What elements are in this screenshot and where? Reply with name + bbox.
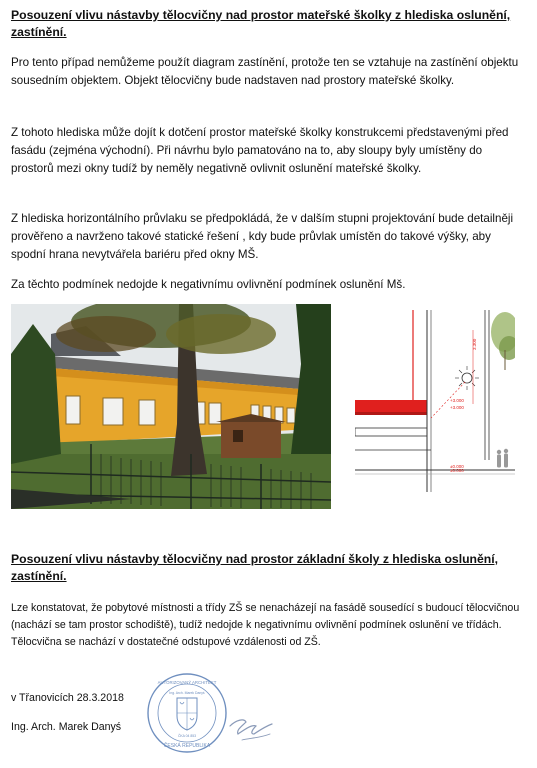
level-label-3: ±0.000 bbox=[450, 464, 464, 469]
section1-paragraph-3: Z hlediska horizontálního průvlaku se předpokládá, že v dalším stupni projektování bude detailněji prověřeno a navrženo takové statické řešení , kdy bude průvlak umístěn do takové výšky, aby spodní hrana nevytvářela bariéru před okny MŠ. bbox=[11, 212, 514, 261]
level-label-4: ±0.000 bbox=[450, 468, 464, 473]
section-drawing bbox=[355, 310, 515, 492]
section1-paragraph-4: Za těchto podmínek nedojde k negativnímu ovlivnění podmínek oslunění Mš. bbox=[11, 278, 406, 291]
section1-paragraph-2: Z tohoto hlediska může dojít k dotčení prostor mateřské školky konstrukcemi představenými před fasádu (zejména východní). Při návrhu bylo pamatováno na to, aby sloupy byly umístěny do prostorů mezi okny tudíž by neměly negativně ovlivnit oslunění mateřské školky. bbox=[11, 126, 509, 175]
svg-text:ČKA 04 853: ČKA 04 853 bbox=[177, 734, 197, 738]
authorization-stamp bbox=[146, 672, 228, 754]
section1-heading: Posouzení vlivu nástavby tělocvičny nad prostor mateřské školky z hlediska oslunění, zastínění. bbox=[11, 8, 511, 39]
section1-paragraph-1: Pro tento případ nemůžeme použít diagram zastínění, protože ten se vztahuje na zastínění objektu sousedním objektem. Objekt tělocvičny bude nadstaven nad prostory mateřské školky. bbox=[11, 56, 519, 87]
svg-text:Ing. Arch. Marek Danyś: Ing. Arch. Marek Danyś bbox=[169, 691, 205, 695]
svg-text:ČESKÁ REPUBLIKA: ČESKÁ REPUBLIKA bbox=[163, 743, 211, 749]
author-name: Ing. Arch. Marek Danyś bbox=[11, 721, 122, 733]
level-label-1: +3.000 bbox=[450, 398, 464, 403]
dimension-label: 3.300 bbox=[472, 338, 477, 350]
kindergarten-photo bbox=[11, 304, 331, 509]
section2-heading: Posouzení vlivu nástavby tělocvičny nad prostor základní školy z hlediska oslunění, zastínění. bbox=[11, 552, 498, 583]
handwritten-signature bbox=[222, 700, 282, 750]
svg-text:AUTORIZOVANÝ ARCHITEKT: AUTORIZOVANÝ ARCHITEKT bbox=[157, 680, 217, 685]
level-label-2: +3.000 bbox=[450, 405, 464, 410]
place-date: v Třanovicích 28.3.2018 bbox=[11, 692, 124, 704]
section2-paragraph: Lze konstatovat, že pobytové místnosti a třídy ZŠ se nenacházejí na fasádě sousedící s budoucí tělocvičnou (nachází se tam prostor schodiště), tudíž nedojde k negativnímu ovlivnění podmínek oslunění ve třídách. Tělocvična se nachází v dostatečné odstupové vzdálenosti od ZŠ. bbox=[11, 602, 520, 648]
